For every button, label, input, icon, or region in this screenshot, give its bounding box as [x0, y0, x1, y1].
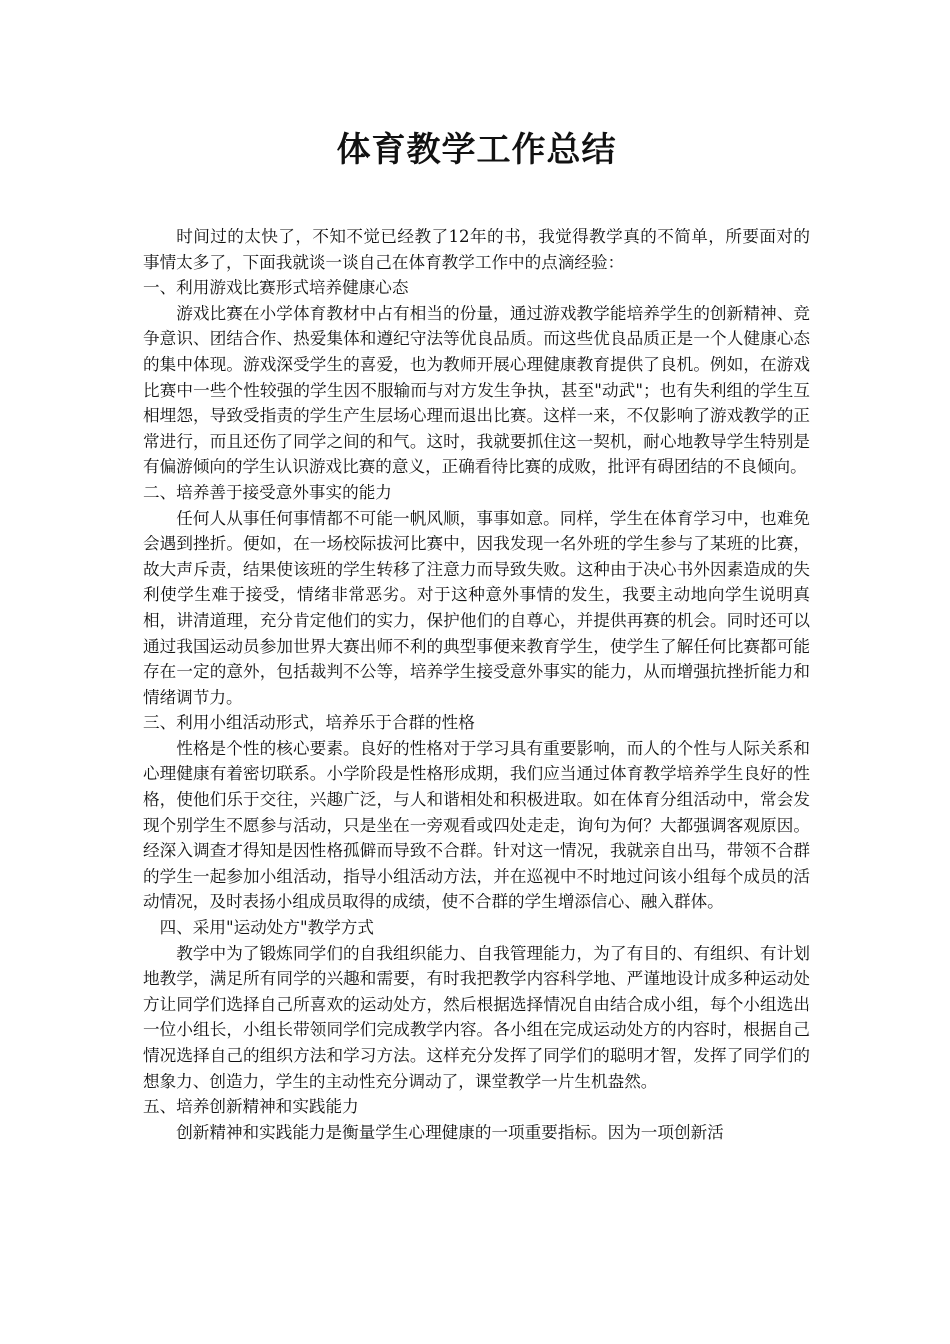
section-heading-2: 二、培养善于接受意外事实的能力 [143, 482, 392, 502]
document-title: 体育教学工作总结 [336, 130, 617, 170]
section-paragraph-1: 游戏比赛在小学体育教材中占有相当的份量，通过游戏教学能培养学生的创新精神、竞争意识、团结合作、热爱集体和遵纪守法等优良品质。而这些优良品质正是一个人健康心态的集中体现。游戏深受学生的喜爱，也为教师开展心理健康教育提供了良机。例如，在游戏比赛中一些个性较强的学生因不服输而与对方发生争执，甚至"动武"；也有失利组的学生互相埋怨，导致受指责的学生产生层场心理而退出比赛。这样一来，不仅影响了游戏教学的正常进行，而且还伤了同学之间的和气。这时，我就要抓住这一契机，耐心地教导学生特别是有偏游倾向的学生认识游戏比赛的意义，正确看待比赛的成败，批评有碍团结的不良倾向。 [143, 303, 810, 477]
section-heading-4: 四、采用"运动处方"教学方式 [159, 918, 374, 938]
section-heading-5: 五、培养创新精神和实践能力 [143, 1097, 359, 1117]
section-paragraph-4: 教学中为了锻炼同学们的自我组织能力、自我管理能力，为了有目的、有组织、有计划地教学，满足所有同学的兴趣和需要，有时我把教学内容科学地、严谨地设计成多种运动处方让同学们选择自己所喜欢的运动处方，然后根据选择情况自由结合成小组，每个小组选出一位小组长，小组长带领同学们完成教学内容。各小组在完成运动处方的内容时，根据自己情况选择自己的组织方法和学习方法。这样充分发挥了同学们的聪明才智，发挥了同学们的想象力、创造力，学生的主动性充分调动了，课堂教学一片生机盎然。 [143, 943, 810, 1091]
intro-paragraph: 时间过的太快了，不知不觉已经教了12年的书，我觉得教学真的不简单，所要面对的事情太多了，下面我就谈一谈自己在体育教学工作中的点滴经验： [143, 227, 810, 272]
section-heading-3: 三、利用小组活动形式，培养乐于合群的性格 [143, 713, 475, 733]
document-body [143, 224, 810, 1145]
section-heading-1: 一、利用游戏比赛形式培养健康心态 [143, 278, 409, 298]
section-paragraph-2: 任何人从事任何事情都不可能一帆风顺，事事如意。同样，学生在体育学习中，也难免会遇到挫折。便如，在一场校际拔河比赛中，因我发现一名外班的学生参与了某班的比赛，故大声斥责，结果使该班的学生转移了注意力而导致失败。这种由于决心书外因素造成的失利使学生难于接受，情绪非常恶劣。对于这种意外事情的发生，我要主动地向学生说明真相，讲清道理，充分肯定他们的实力，保护他们的自尊心，并提供再赛的机会。同时还可以通过我国运动员参加世界大赛出师不利的典型事便来教育学生，使学生了解任何比赛都可能存在一定的意外，包括裁判不公等，培养学生接受意外事实的能力，从而增强抗挫折能力和情绪调节力。 [143, 508, 810, 707]
section-paragraph-5: 创新精神和实践能力是衡量学生心理健康的一项重要指标。因为一项创新活 [176, 1122, 724, 1142]
section-paragraph-3: 性格是个性的核心要素。良好的性格对于学习具有重要影响，而人的个性与人际关系和心理健康有着密切联系。小学阶段是性格形成期，我们应当通过体育教学培养学生良好的性格，使他们乐于交往，兴趣广泛，与人和谐相处和积极进取。如在体育分组活动中，常会发现个别学生不愿参与活动，只是坐在一旁观看或四处走走，询句为何？大都强调客观原因。经深入调查才得知是因性格孤僻而导致不合群。针对这一情况，我就亲自出马，带领不合群的学生一起参加小组活动，指导小组活动方法，并在巡视中不时地过问该小组每个成员的活动情况，及时表扬小组成员取得的成绩，使不合群的学生增添信心、融入群体。 [143, 738, 810, 912]
